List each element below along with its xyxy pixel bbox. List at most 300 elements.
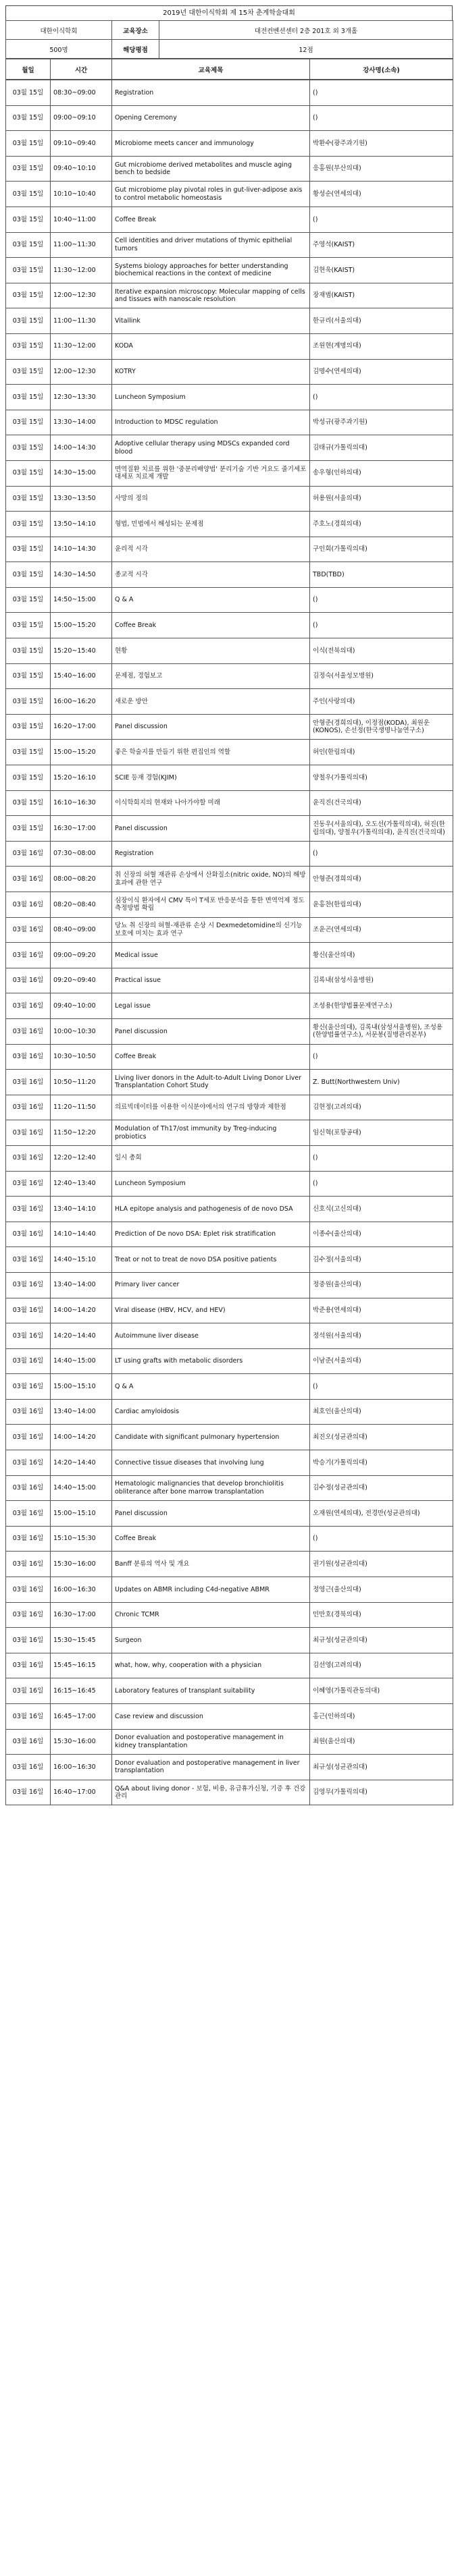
- row-speaker: 홍근(인하의대): [310, 1704, 453, 1730]
- row-speaker: 송우형(인하의대): [310, 460, 453, 486]
- row-speaker: 정중원(울산의대): [310, 1272, 453, 1298]
- row-date: 03월 16일: [6, 1729, 51, 1755]
- row-speaker: 김수정(성균관의대): [310, 1475, 453, 1501]
- row-date: 03월 16일: [6, 943, 51, 968]
- row-title: Q & A: [112, 1374, 310, 1400]
- row-date: 03월 15일: [6, 232, 51, 258]
- row-speaker: 박환수(광주과기원): [310, 131, 453, 157]
- table-row: [6, 892, 453, 918]
- row-date: 03월 15일: [6, 283, 51, 308]
- table-row: [6, 1399, 453, 1425]
- table-row: [6, 613, 453, 638]
- row-time: 15:45~16:15: [51, 1653, 112, 1678]
- row-speaker: 주인(사랑의대): [310, 689, 453, 715]
- row-time: 15:00~15:20: [51, 613, 112, 638]
- row-date: 03월 15일: [6, 765, 51, 791]
- table-row: [6, 1678, 453, 1704]
- row-speaker: 김현정(고려의대): [310, 1095, 453, 1120]
- table-row: [6, 1374, 453, 1400]
- table-row: [6, 207, 453, 232]
- table-row: [6, 385, 453, 410]
- row-title: Treat or not to treat de novo DSA positive patients: [112, 1247, 310, 1273]
- row-title: Living liver donors in the Adult-to-Adult Living Donor Liver Transplantation Cohort Study: [112, 1070, 310, 1095]
- header-date: 월일: [6, 59, 51, 80]
- row-title: KOTRY: [112, 359, 310, 385]
- row-speaker: 황신(울산의대), 김록내(삼성서울병원), 조성용(한양법률연구소), 서문봉(질병관리본부): [310, 1018, 453, 1044]
- row-time: 12:20~12:40: [51, 1145, 112, 1171]
- row-title: Donor evaluation and postoperative management in kidney transplantation: [112, 1729, 310, 1755]
- row-time: 13:50~14:10: [51, 512, 112, 537]
- row-speaker: 최호인(울산의대): [310, 1399, 453, 1425]
- table-row: [6, 105, 453, 131]
- row-speaker: 김태규(가톨릭의대): [310, 435, 453, 461]
- row-title: Modulation of Th17/ost immunity by Treg-inducing probiotics: [112, 1120, 310, 1146]
- row-title: Systems biology approaches for better understanding biochemical reactions in the context of medicine: [112, 258, 310, 283]
- row-speaker: 조원현(계명의대): [310, 333, 453, 359]
- row-title: Prediction of De novo DSA: Eplet risk stratification: [112, 1222, 310, 1247]
- row-date: 03월 15일: [6, 537, 51, 562]
- row-speaker: (): [310, 105, 453, 131]
- row-time: 14:20~14:40: [51, 1450, 112, 1476]
- row-speaker: 이남준(서울의대): [310, 1348, 453, 1374]
- table-row: [6, 1526, 453, 1552]
- row-title: Panel discussion: [112, 1018, 310, 1044]
- row-speaker: 정영근(울산의대): [310, 1577, 453, 1603]
- row-time: 15:00~15:20: [51, 740, 112, 765]
- row-title: 일시 총회: [112, 1145, 310, 1171]
- row-date: 03월 15일: [6, 359, 51, 385]
- table-row: [6, 562, 453, 588]
- row-title: Coffee Break: [112, 1044, 310, 1070]
- row-date: 03월 15일: [6, 638, 51, 664]
- row-time: 10:00~10:30: [51, 1018, 112, 1044]
- row-date: 03월 15일: [6, 207, 51, 232]
- row-title: Q & A: [112, 587, 310, 613]
- row-speaker: 최규성(성균관의대): [310, 1628, 453, 1653]
- row-date: 03월 16일: [6, 1095, 51, 1120]
- row-date: 03월 16일: [6, 1348, 51, 1374]
- table-row: [6, 1272, 453, 1298]
- row-time: 14:20~14:40: [51, 1323, 112, 1349]
- organizer-value: 대한이식학회: [6, 21, 112, 40]
- capacity-value: 500명: [6, 40, 112, 59]
- row-time: 09:00~09:10: [51, 105, 112, 131]
- table-row: [6, 1018, 453, 1044]
- row-speaker: (): [310, 841, 453, 867]
- table-row: [6, 841, 453, 867]
- row-time: 14:50~15:00: [51, 587, 112, 613]
- row-title: 종교적 시각: [112, 562, 310, 588]
- table-row: [6, 359, 453, 385]
- table-row: [6, 943, 453, 968]
- row-title: Gut microbiome play pivotal roles in gut-liver-adipose axis to control metabolic homeostasis: [112, 182, 310, 207]
- row-time: 12:40~13:40: [51, 1171, 112, 1197]
- venue-label: 교육장소: [112, 21, 159, 40]
- row-time: 14:10~14:40: [51, 1222, 112, 1247]
- row-date: 03월 16일: [6, 1374, 51, 1400]
- table-row: [6, 435, 453, 461]
- row-date: 03월 15일: [6, 410, 51, 435]
- row-title: Luncheon Symposium: [112, 1171, 310, 1197]
- header-time: 시간: [51, 59, 112, 80]
- row-time: 15:30~16:00: [51, 1552, 112, 1577]
- row-speaker: 윤직진(건국의대): [310, 790, 453, 816]
- table-row: [6, 410, 453, 435]
- row-title: Case review and discussion: [112, 1704, 310, 1730]
- table-row: [6, 512, 453, 537]
- row-date: 03월 16일: [6, 1602, 51, 1628]
- table-row: [6, 1323, 453, 1349]
- row-date: 03월 16일: [6, 892, 51, 918]
- table-row: [6, 80, 453, 106]
- row-date: 03월 15일: [6, 156, 51, 182]
- table-row: [6, 1425, 453, 1450]
- table-row: [6, 1171, 453, 1197]
- row-title: Panel discussion: [112, 816, 310, 842]
- row-title: Luncheon Symposium: [112, 385, 310, 410]
- row-time: 15:00~15:10: [51, 1501, 112, 1527]
- row-time: 15:10~15:30: [51, 1526, 112, 1552]
- table-row: [6, 1577, 453, 1603]
- row-date: 03월 15일: [6, 740, 51, 765]
- row-title: Panel discussion: [112, 1501, 310, 1527]
- table-row: [6, 156, 453, 182]
- row-date: 03월 16일: [6, 968, 51, 993]
- row-title: Introduction to MDSC regulation: [112, 410, 310, 435]
- row-date: 03월 15일: [6, 663, 51, 689]
- row-date: 03월 16일: [6, 1018, 51, 1044]
- row-time: 14:40~15:00: [51, 1475, 112, 1501]
- table-row: [6, 689, 453, 715]
- info-row-credits: [6, 40, 453, 59]
- row-title: Hematologic malignancies that develop bronchiolitis obliterance after bone marrow transplantation: [112, 1475, 310, 1501]
- table-row: [6, 1222, 453, 1247]
- row-title: 취 신장의 허혈 재관류 손상에서 산화질소(nitric oxide, NO)의 해방 효과에 관한 연구: [112, 867, 310, 892]
- header-row: [6, 59, 453, 80]
- table-row: [6, 182, 453, 207]
- row-time: 12:30~13:30: [51, 385, 112, 410]
- row-title: 문제점, 경험보고: [112, 663, 310, 689]
- row-title: Cardiac amyloidosis: [112, 1399, 310, 1425]
- row-time: 14:30~15:00: [51, 460, 112, 486]
- row-time: 16:00~16:30: [51, 1755, 112, 1780]
- info-row-venue: [6, 21, 453, 40]
- row-date: 03월 16일: [6, 1399, 51, 1425]
- row-speaker: (): [310, 1171, 453, 1197]
- table-row: [6, 1475, 453, 1501]
- table-row: [6, 537, 453, 562]
- row-date: 03월 16일: [6, 993, 51, 1019]
- row-title: 윤리적 시각: [112, 537, 310, 562]
- row-speaker: (): [310, 1374, 453, 1400]
- row-time: 16:00~16:30: [51, 1577, 112, 1603]
- table-row: [6, 1348, 453, 1374]
- row-time: 12:00~12:30: [51, 283, 112, 308]
- row-time: 13:40~14:00: [51, 1399, 112, 1425]
- row-speaker: (): [310, 613, 453, 638]
- table-row: [6, 1247, 453, 1273]
- venue-value: 대전컨벤션센터 2층 201호 외 3개홀: [159, 21, 453, 40]
- row-title: 형법, 민법에서 해성되는 문제점: [112, 512, 310, 537]
- row-time: 08:30~09:00: [51, 80, 112, 106]
- row-time: 16:00~16:20: [51, 689, 112, 715]
- row-speaker: Z. Butt(Northwestern Univ): [310, 1070, 453, 1095]
- row-date: 03월 16일: [6, 1704, 51, 1730]
- row-date: 03월 15일: [6, 587, 51, 613]
- row-title: Iterative expansion microscopy: Molecular mapping of cells and tissues with nanoscale resolution: [112, 283, 310, 308]
- row-speaker: 오재원(연세의대), 전경만(성균관의대): [310, 1501, 453, 1527]
- row-title: Coffee Break: [112, 613, 310, 638]
- row-date: 03월 16일: [6, 867, 51, 892]
- row-time: 16:30~17:00: [51, 816, 112, 842]
- row-date: 03월 16일: [6, 1526, 51, 1552]
- schedule-header: [5, 59, 453, 80]
- row-date: 03월 16일: [6, 841, 51, 867]
- row-speaker: 김선영(고려의대): [310, 1653, 453, 1678]
- table-row: [6, 333, 453, 359]
- row-title: Updates on ABMR including C4d-negative ABMR: [112, 1577, 310, 1603]
- row-title: Panel discussion: [112, 714, 310, 740]
- row-time: 08:40~09:00: [51, 917, 112, 943]
- row-title: Legal issue: [112, 993, 310, 1019]
- row-speaker: 안형준(경희의대), 이정점(KODA), 최원운(KONOS), 손선정(한국생명나눔연구소): [310, 714, 453, 740]
- row-title: Registration: [112, 80, 310, 106]
- row-title: Adoptive cellular therapy using MDSCs expanded cord blood: [112, 435, 310, 461]
- table-row: [6, 765, 453, 791]
- row-speaker: 진동우(서울의대), 오도선(가톨릭의대), 허진(한림의대), 양철우(가톨릭의대), 윤직진(건국의대): [310, 816, 453, 842]
- row-title: Surgeon: [112, 1628, 310, 1653]
- row-speaker: 김수정(서울의대): [310, 1247, 453, 1273]
- row-title: SCIE 등재 경험(KJIM): [112, 765, 310, 791]
- row-speaker: 허인(한림의대): [310, 740, 453, 765]
- row-speaker: 이식(전북의대): [310, 638, 453, 664]
- row-speaker: 임신혁(포항공대): [310, 1120, 453, 1146]
- row-speaker: 주호노(경희의대): [310, 512, 453, 537]
- table-row: [6, 587, 453, 613]
- row-title: 좋은 학술지를 만들기 위한 편집인의 역할: [112, 740, 310, 765]
- row-title: Banff 분류의 역사 및 개요: [112, 1552, 310, 1577]
- table-row: [6, 993, 453, 1019]
- row-time: 11:30~12:00: [51, 333, 112, 359]
- row-speaker: 정석원(서울의대): [310, 1323, 453, 1349]
- row-date: 03월 15일: [6, 613, 51, 638]
- row-date: 03월 15일: [6, 816, 51, 842]
- row-time: 15:30~16:00: [51, 1729, 112, 1755]
- row-speaker: 박성규(광주과기원): [310, 410, 453, 435]
- row-title: Primary liver cancer: [112, 1272, 310, 1298]
- row-speaker: 박준용(연세의대): [310, 1298, 453, 1323]
- row-title: Chronic TCMR: [112, 1602, 310, 1628]
- row-speaker: 한규리(서울의대): [310, 308, 453, 334]
- row-title: Cell identities and driver mutations of thymic epithelial tumors: [112, 232, 310, 258]
- row-time: 11:00~11:30: [51, 232, 112, 258]
- row-speaker: (): [310, 207, 453, 232]
- row-date: 03월 16일: [6, 1501, 51, 1527]
- row-title: 의료빅데이터를 이용한 이식분야에서의 연구의 방향과 제한점: [112, 1095, 310, 1120]
- row-time: 14:00~14:30: [51, 435, 112, 461]
- row-date: 03월 16일: [6, 1171, 51, 1197]
- row-speaker: 양철우(가톨릭의대): [310, 765, 453, 791]
- table-row: [6, 1653, 453, 1678]
- row-speaker: (): [310, 80, 453, 106]
- row-speaker: 민만호(경북의대): [310, 1602, 453, 1628]
- row-time: 11:50~12:20: [51, 1120, 112, 1146]
- table-row: [6, 1729, 453, 1755]
- table-row: [6, 867, 453, 892]
- row-date: 03월 15일: [6, 182, 51, 207]
- row-speaker: 응홍원(부산의대): [310, 156, 453, 182]
- row-date: 03월 16일: [6, 1197, 51, 1222]
- table-row: [6, 1628, 453, 1653]
- row-title: Coffee Break: [112, 1526, 310, 1552]
- row-date: 03월 16일: [6, 1222, 51, 1247]
- row-title: 현황: [112, 638, 310, 664]
- row-time: 11:00~11:30: [51, 308, 112, 334]
- row-title: Opening Ceremony: [112, 105, 310, 131]
- row-speaker: 박승기(가톨릭의대): [310, 1450, 453, 1476]
- row-speaker: 주영석(KAIST): [310, 232, 453, 258]
- table-row: [6, 1070, 453, 1095]
- table-row: [6, 740, 453, 765]
- row-date: 03월 15일: [6, 385, 51, 410]
- row-speaker: 김록내(삼성서울병원): [310, 968, 453, 993]
- row-date: 03월 16일: [6, 1628, 51, 1653]
- header-speaker: 강사명(소속): [310, 59, 453, 80]
- row-time: 09:10~09:40: [51, 131, 112, 157]
- row-speaker: 김현욱(KAIST): [310, 258, 453, 283]
- row-date: 03월 16일: [6, 1577, 51, 1603]
- table-row: [6, 714, 453, 740]
- table-row: [6, 1145, 453, 1171]
- row-time: 16:20~17:00: [51, 714, 112, 740]
- document: [5, 5, 453, 1805]
- row-speaker: 신호식(고신의대): [310, 1197, 453, 1222]
- row-title: Donor evaluation and postoperative management in liver transplantation: [112, 1755, 310, 1780]
- row-time: 15:00~15:10: [51, 1374, 112, 1400]
- row-speaker: 황성순(연세의대): [310, 182, 453, 207]
- row-title: what, how, why, cooperation with a physician: [112, 1653, 310, 1678]
- row-time: 13:40~14:10: [51, 1197, 112, 1222]
- row-speaker: 최진오(성균관의대): [310, 1425, 453, 1450]
- row-time: 15:20~16:10: [51, 765, 112, 791]
- row-time: 14:00~14:20: [51, 1298, 112, 1323]
- row-speaker: 권기원(성균관의대): [310, 1552, 453, 1577]
- row-date: 03월 15일: [6, 308, 51, 334]
- row-title: Gut microbiome derived metabolites and muscle aging bench to bedside: [112, 156, 310, 182]
- table-row: [6, 1780, 453, 1805]
- table-row: [6, 1298, 453, 1323]
- row-time: 13:30~14:00: [51, 410, 112, 435]
- row-time: 09:40~10:00: [51, 993, 112, 1019]
- table-row: [6, 1602, 453, 1628]
- row-date: 03월 16일: [6, 917, 51, 943]
- row-speaker: 김영무(가톨릭의대): [310, 1780, 453, 1805]
- row-time: 08:20~08:40: [51, 892, 112, 918]
- row-time: 10:30~10:50: [51, 1044, 112, 1070]
- row-title: Vitallink: [112, 308, 310, 334]
- row-date: 03월 16일: [6, 1780, 51, 1805]
- table-row: [6, 917, 453, 943]
- table-row: [6, 1095, 453, 1120]
- credits-label: 해당평점: [112, 40, 159, 59]
- row-title: Candidate with significant pulmonary hypertension: [112, 1425, 310, 1450]
- row-date: 03월 16일: [6, 1120, 51, 1146]
- row-title: Microbiome meets cancer and immunology: [112, 131, 310, 157]
- row-title: 당뇨 취 신장의 허혈-재관류 손상 시 Dexmedetomidine의 신기능 보호에 미치는 효과 연구: [112, 917, 310, 943]
- row-speaker: (): [310, 587, 453, 613]
- row-title: 사망의 정의: [112, 486, 310, 512]
- row-date: 03월 15일: [6, 460, 51, 486]
- row-speaker: 조성용(한양법률문제연구소): [310, 993, 453, 1019]
- row-speaker: 황신(울산의대): [310, 943, 453, 968]
- row-title: KODA: [112, 333, 310, 359]
- row-date: 03월 16일: [6, 1272, 51, 1298]
- row-date: 03월 16일: [6, 1755, 51, 1780]
- row-speaker: 김정숙(서울성모병원): [310, 663, 453, 689]
- row-date: 03월 15일: [6, 486, 51, 512]
- row-date: 03월 16일: [6, 1247, 51, 1273]
- row-speaker: (): [310, 1044, 453, 1070]
- row-time: 10:40~11:00: [51, 207, 112, 232]
- table-row: [6, 131, 453, 157]
- table-row: [6, 460, 453, 486]
- row-date: 03월 15일: [6, 689, 51, 715]
- row-date: 03월 16일: [6, 1653, 51, 1678]
- row-speaker: (): [310, 385, 453, 410]
- row-time: 09:40~10:10: [51, 156, 112, 182]
- row-time: 09:00~09:20: [51, 943, 112, 968]
- row-time: 09:20~09:40: [51, 968, 112, 993]
- row-date: 03월 15일: [6, 435, 51, 461]
- row-time: 11:30~12:00: [51, 258, 112, 283]
- table-row: [6, 1755, 453, 1780]
- row-speaker: 조윤곤(연세의대): [310, 917, 453, 943]
- table-row: [6, 232, 453, 258]
- row-speaker: 이종수(울산의대): [310, 1222, 453, 1247]
- table-row: [6, 308, 453, 334]
- row-time: 14:00~14:20: [51, 1425, 112, 1450]
- row-speaker: 최규성(성균관의대): [310, 1755, 453, 1780]
- row-date: 03월 16일: [6, 1070, 51, 1095]
- table-row: [6, 1552, 453, 1577]
- row-time: 08:00~08:20: [51, 867, 112, 892]
- row-title: Practical issue: [112, 968, 310, 993]
- row-speaker: 이혜영(가톨릭관동의대): [310, 1678, 453, 1704]
- row-date: 03월 16일: [6, 1552, 51, 1577]
- row-title: Registration: [112, 841, 310, 867]
- table-row: [6, 816, 453, 842]
- row-date: 03월 15일: [6, 333, 51, 359]
- info-table: [5, 20, 453, 59]
- row-date: 03월 16일: [6, 1425, 51, 1450]
- row-time: 14:30~14:50: [51, 562, 112, 588]
- row-date: 03월 16일: [6, 1044, 51, 1070]
- row-speaker: 김명수(연세의대): [310, 359, 453, 385]
- row-speaker: (): [310, 1145, 453, 1171]
- row-date: 03월 15일: [6, 131, 51, 157]
- row-speaker: (): [310, 1526, 453, 1552]
- row-time: 11:20~11:50: [51, 1095, 112, 1120]
- table-row: [6, 283, 453, 308]
- table-row: [6, 790, 453, 816]
- row-title: HLA epitope analysis and pathogenesis of de novo DSA: [112, 1197, 310, 1222]
- table-row: [6, 1704, 453, 1730]
- row-time: 14:10~14:30: [51, 537, 112, 562]
- row-time: 16:30~17:00: [51, 1602, 112, 1628]
- header-title: 교육제목: [112, 59, 310, 80]
- table-row: [6, 1450, 453, 1476]
- row-speaker: 허용원(서울의대): [310, 486, 453, 512]
